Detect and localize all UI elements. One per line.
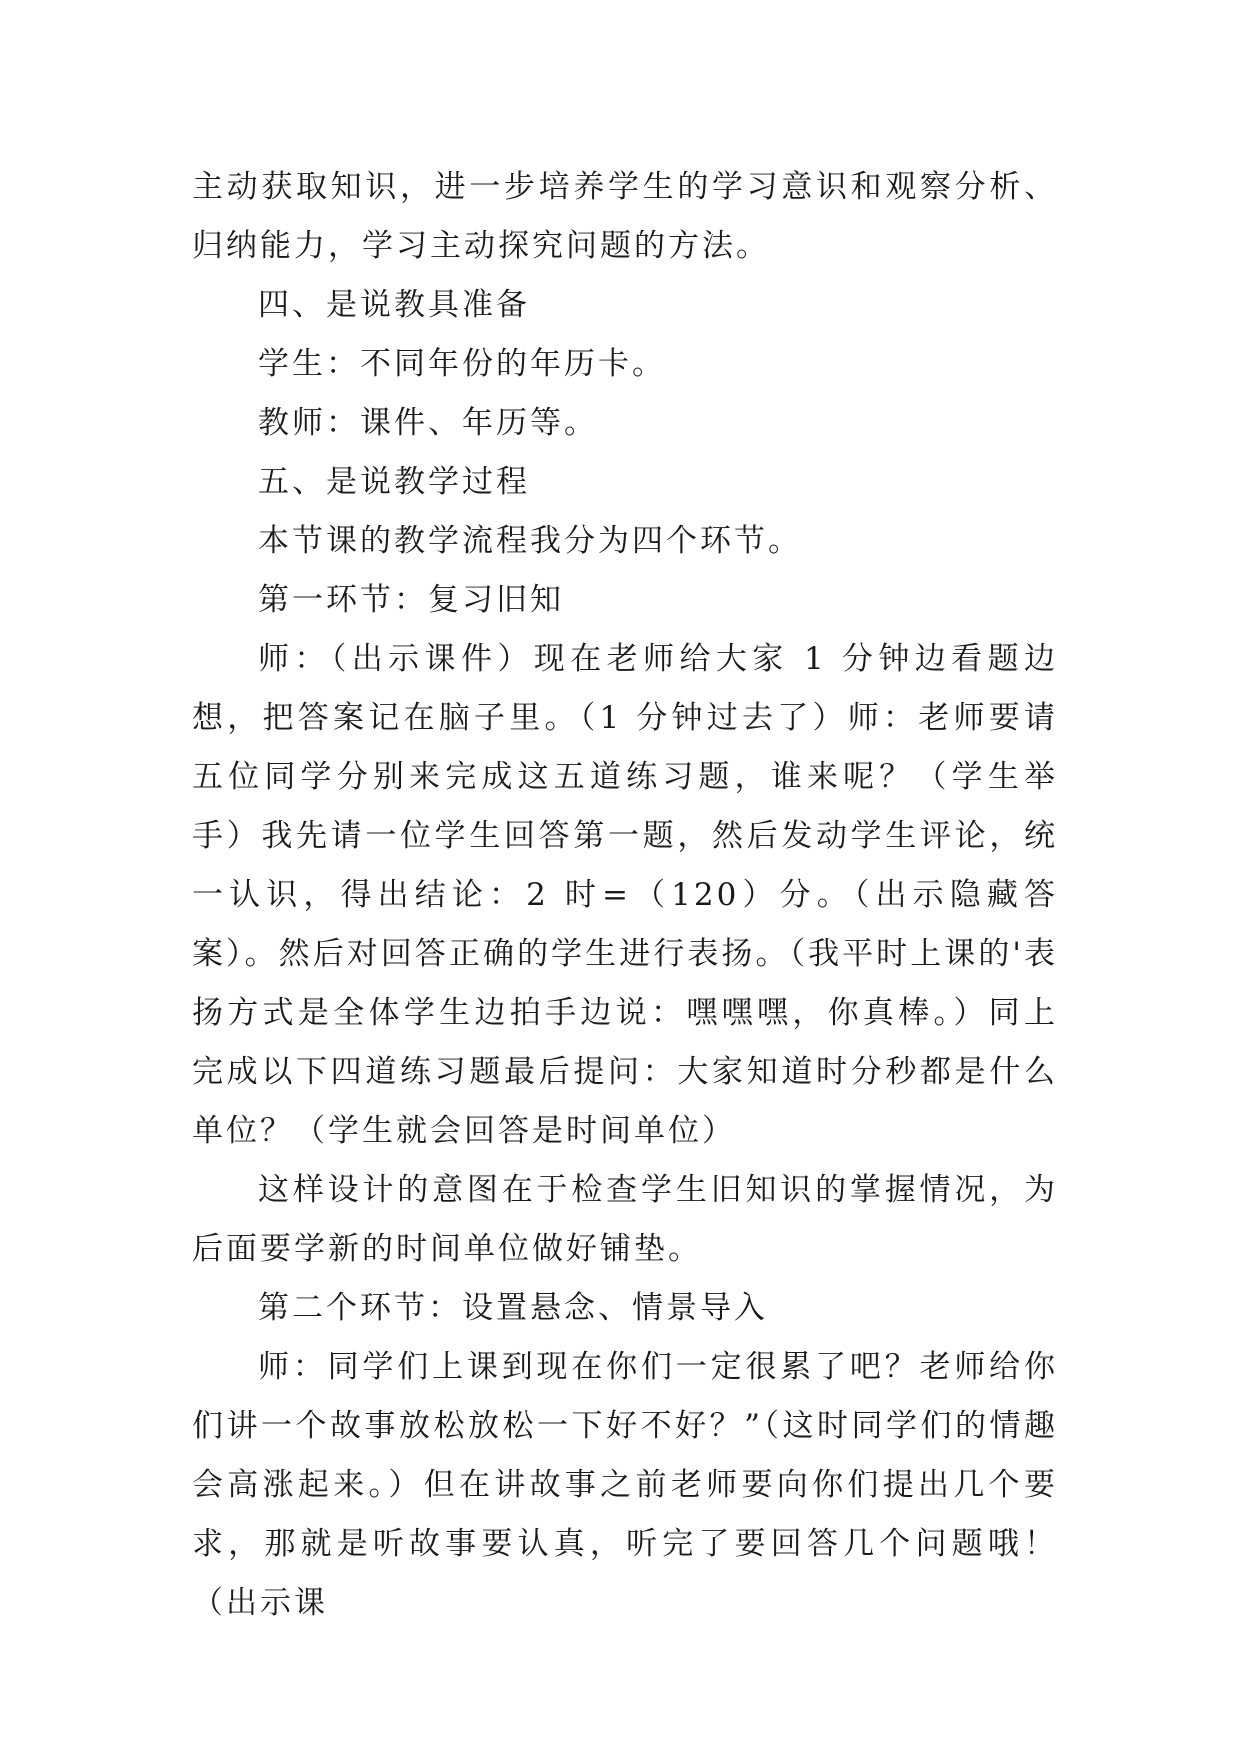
heading-step-two: 第二个环节：设置悬念、情景导入 bbox=[258, 1290, 768, 1326]
document-page bbox=[192, 158, 1058, 1633]
heading-step-one: 第一环节：复习旧知 bbox=[258, 582, 564, 618]
paragraph-process-overview: 本节课的教学流程我分为四个环节。 bbox=[258, 523, 802, 559]
paragraph-step-two-body: 师：同学们上课到现在你们一定很累了吧？老师给你们讲一个故事放松放松一下好不好？”（这时同学们的情趣会高涨起来。）但在讲故事之前老师要向你们提出几个要求，那就是听故事要认真，听完了要回答几个问题哦！（出示课 bbox=[192, 1349, 1058, 1621]
paragraph-student-aids: 学生：不同年份的年历卡。 bbox=[258, 346, 666, 382]
heading-teaching-aids: 四、是说教具准备 bbox=[258, 287, 530, 323]
paragraph-step-one-body: 师：（出示课件）现在老师给大家 1 分钟边看题边想，把答案记在脑子里。（1 分钟过去了）师：老师要请五位同学分别来完成这五道练习题，谁来呢？（学生举手）我先请一位学生回答第一题，然后发动学生评论，统一认识，得出结论：2 时=（120）分。（出示隐藏答案）。然后对回答正确的学生进行表扬。（我平时上课的'表扬方式是全体学生边拍手边说：嘿嘿嘿，你真棒。）同上完成以下四道练习题最后提问：大家知道时分秒都是什么单位？（学生就会回答是时间单位） bbox=[192, 641, 1058, 1149]
paragraph-step-one-intent: 这样设计的意图在于检查学生旧知识的掌握情况，为后面要学新的时间单位做好铺垫。 bbox=[192, 1172, 1058, 1267]
heading-teaching-process: 五、是说教学过程 bbox=[258, 464, 530, 500]
paragraph-teacher-aids: 教师：课件、年历等。 bbox=[258, 405, 598, 441]
paragraph-intro-continuation: 主动获取知识，进一步培养学生的学习意识和观察分析、归纳能力，学习主动探究问题的方法。 bbox=[192, 169, 1058, 264]
